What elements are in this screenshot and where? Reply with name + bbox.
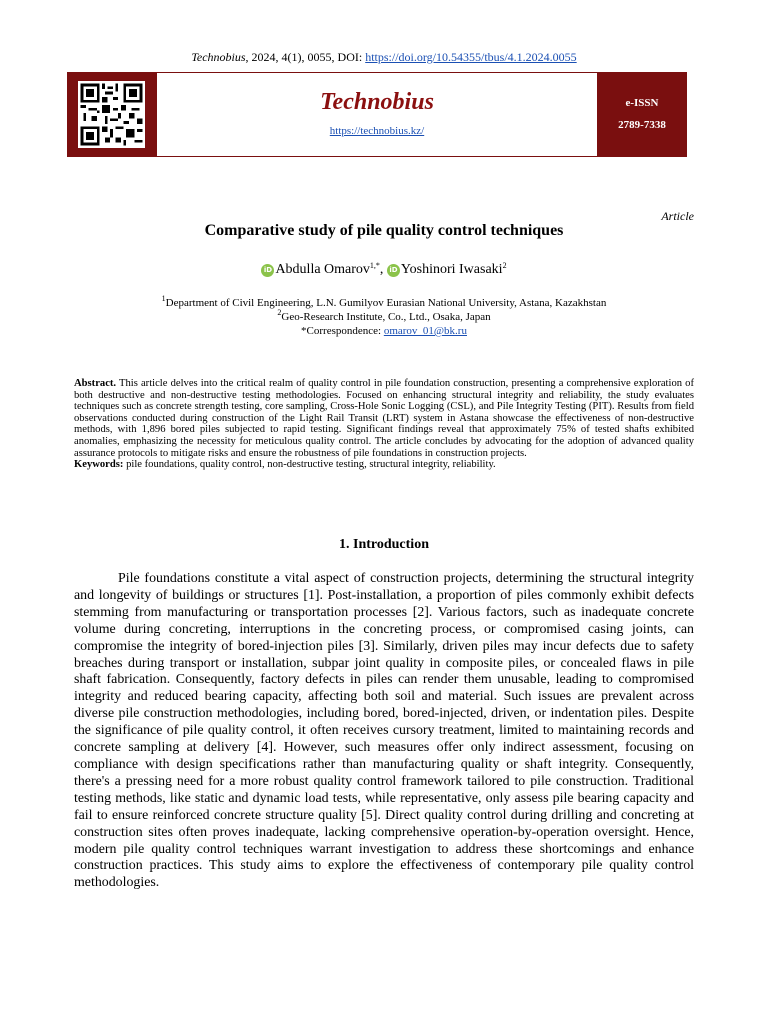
- orcid-icon[interactable]: iD: [261, 264, 274, 277]
- issn-panel: [597, 73, 687, 156]
- keywords-paragraph: [74, 459, 694, 471]
- keywords-text: pile foundations, quality control, non-destructive testing, structural integrity, reliability.: [123, 459, 496, 471]
- correspondence-email-link[interactable]: omarov_01@bk.ru: [383, 325, 467, 337]
- author-affil-sup: 1,*: [369, 261, 380, 270]
- affiliation-sup: 1: [161, 294, 166, 303]
- author-separator: ,: [379, 262, 387, 277]
- article-type: Article: [661, 209, 694, 223]
- author-name: Yoshinori Iwasaki: [400, 262, 503, 277]
- correspondence-line: [0, 324, 768, 338]
- keywords-label: Keywords:: [74, 459, 124, 471]
- qr-code-icon: [78, 81, 145, 148]
- section-heading-introduction: 1. Introduction: [339, 537, 429, 552]
- journal-banner: [67, 72, 687, 157]
- author-name: Abdulla Omarov: [275, 262, 370, 277]
- doi-link[interactable]: https://doi.org/10.54355/tbus/4.1.2024.0055: [365, 50, 577, 64]
- qr-panel: [67, 73, 157, 156]
- affiliation-text: Geo-Research Institute, Co., Ltd., Osaka, Japan: [281, 311, 491, 323]
- citation-details: , 2024, 4(1), 0055, DOI:: [245, 50, 366, 64]
- introduction-paragraph: Pile foundations constitute a vital aspect of construction projects, determining the structural integrity and longevity of buildings or structures [1]. Post-installation, a proportion of piles commonly exhibit defects stemming from manufacturing or transportation processes [2]. Various factors, such as inadequate concrete volume during concreting, interruptions in the concreting process, or compromised casing joints, can compromise the integrity of bored-injection piles [3]. Similarly, driven piles may incur defects due to safety breaches during transport or installation, subpar joint quality in composite piles, or concealed flaws in pile shaft fabrication. Consequently, factory defects in piles can render them unusable, leading to compromised integrity and reduced bearing capacity, affecting both soil and material. Such issues are prevalent across diverse pile construction methodologies, including bored, bored-injected, driven, or indentation piles. Despite the significance of pile quality control, it often receives cursory treatment, limited to maintaining records and concrete sampling at delivery [4]. However, such measures offer only indirect assessment, focusing on compliance with design specifications rather than manufacturing quality or shaft integrity. Consequently, there's a pressing need for a more robust quality control framework tailored to pile construction. Traditional testing methods, like static and dynamic load tests, while representative, only assess pile bearing capacity and fail to ensure reinforced concrete structure quality [5]. Direct quality control during drilling and concreting at construction sites often proves inadequate, lacking comprehensive operation-by-operation oversight. Hence, modern pile quality control techniques warrant investigation to address these shortcomings and enhance construction practices. This study aims to explore the effectiveness of contemporary pile quality control methodologies.: [74, 571, 694, 891]
- abstract-block: [74, 378, 694, 471]
- citation-line: [0, 50, 768, 65]
- issn-number: 2789-7338: [618, 119, 666, 131]
- journal-url-link[interactable]: https://technobius.kz/: [329, 125, 425, 137]
- affiliation-line: [0, 310, 768, 324]
- affiliation-sup: 2: [277, 308, 282, 317]
- author-line: [0, 262, 768, 278]
- affiliation-text: Department of Civil Engineering, L.N. Gumilyov Eurasian National University, Astana, Kazakhstan: [165, 297, 607, 309]
- affiliation-line: [0, 296, 768, 310]
- affiliations: [0, 296, 768, 338]
- journal-title: Technobius: [320, 89, 434, 115]
- paper-title: Comparative study of pile quality control techniques: [204, 222, 564, 239]
- citation-journal: Technobius: [191, 50, 246, 64]
- abstract-paragraph: [74, 378, 694, 459]
- orcid-icon[interactable]: iD: [387, 264, 400, 277]
- correspondence-label: *Correspondence:: [301, 325, 384, 337]
- author-affil-sup: 2: [502, 261, 507, 270]
- abstract-text: This article delves into the critical realm of quality control in pile foundation construction, presenting a comprehensive exploration of both destructive and non-destructive testing methodologies. Focused on enhancing structural integrity and reliability, the study evaluates techniques such as concrete strength testing, core sampling, Cross-Hole Sonic Logging (CSL), and Pile Integrity Testing (PIT). Results from field observations conducted during construction of the Light Rail Transit (LRT) system in Astana showcase the effectiveness of non-destructive methods, with 1,896 bored piles subjected to rapid testing. Significant findings reveal that approximately 75% of tested shafts exhibited anomalies, emphasizing the necessity for meticulous quality control. The article concludes by advocating for the adoption of advanced quality assurance protocols to mitigate risks and ensure the robustness of pile foundations in construction projects.: [74, 378, 694, 459]
- abstract-label: Abstract.: [74, 378, 117, 389]
- issn-label: e-ISSN: [625, 97, 659, 109]
